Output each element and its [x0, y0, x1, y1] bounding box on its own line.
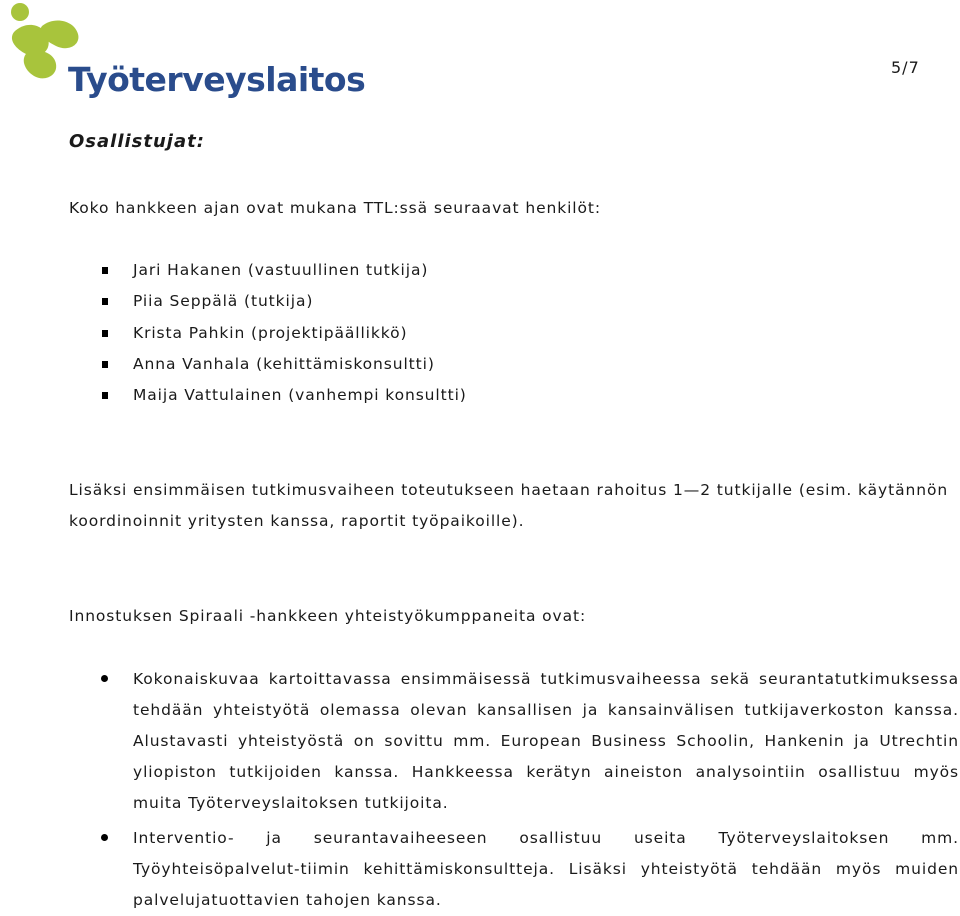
partner-entry: Interventio- ja seurantavaiheeseen osallistuu useita Työterveyslaitoksen mm. Työyhteisöpalvelut-tiimin kehittämiskonsultteja. Lisäksi yhteistyötä tehdään myös muiden palvelujatuottavien tahojen kanssa. [133, 829, 959, 909]
page-number: 5/7 [891, 58, 920, 77]
person-entry: Krista Pahkin (projektipäällikkö) [133, 323, 408, 342]
person-entry: Anna Vanhala (kehittämiskonsultti) [133, 354, 435, 373]
list-item [69, 261, 467, 292]
section-title: Osallistujat: [69, 131, 205, 152]
people-list [69, 261, 467, 417]
round-bullet-icon [101, 675, 108, 682]
partners-heading: Innostuksen Spiraali -hankkeen yhteistyökumppaneita ovat: [69, 607, 587, 625]
logo [4, 2, 366, 106]
list-item [69, 355, 467, 386]
square-bullet-icon [102, 298, 108, 305]
list-item [69, 324, 467, 355]
person-entry: Maija Vattulainen (vanhempi konsultti) [133, 386, 467, 405]
square-bullet-icon [102, 392, 108, 399]
funding-paragraph: Lisäksi ensimmäisen tutkimusvaiheen toteutukseen haetaan rahoitus 1—2 tutkijalle (esim. käytännön koordinoinnit yritysten kanssa, raportit työpaikoille). [69, 481, 949, 530]
square-bullet-icon [102, 330, 108, 337]
person-entry: Jari Hakanen (vastuullinen tutkija) [133, 261, 429, 279]
round-bullet-icon [101, 834, 108, 841]
list-item [69, 386, 467, 417]
square-bullet-icon [102, 361, 108, 368]
intro-paragraph: Koko hankkeen ajan ovat mukana TTL:ssä seuraavat henkilöt: [69, 199, 601, 217]
square-bullet-icon [102, 267, 108, 274]
list-item [69, 823, 959, 916]
person-entry: Piia Seppälä (tutkija) [133, 292, 314, 311]
partner-entry: Kokonaiskuvaa kartoittavassa ensimmäisessä tutkimusvaiheessa sekä seurantatutkimuksessa tehdään yhteistyötä olemassa olevan kansallisen ja kansainvälisen tutkijaverkoston kanssa. Alustavasti yhteistyöstä on sovittu mm. European Business Schoolin, Hankenin ja Utrechtin yliopiston tutkijoiden kanssa. Hankkeessa kerätyn aineiston analysointiin osallistuu myös muita Työterveyslaitoksen tutkijoita. [133, 670, 959, 812]
logo-wordmark: Työterveyslaitos [68, 60, 366, 99]
partners-list [69, 664, 959, 916]
list-item [69, 664, 959, 819]
list-item [69, 292, 467, 323]
